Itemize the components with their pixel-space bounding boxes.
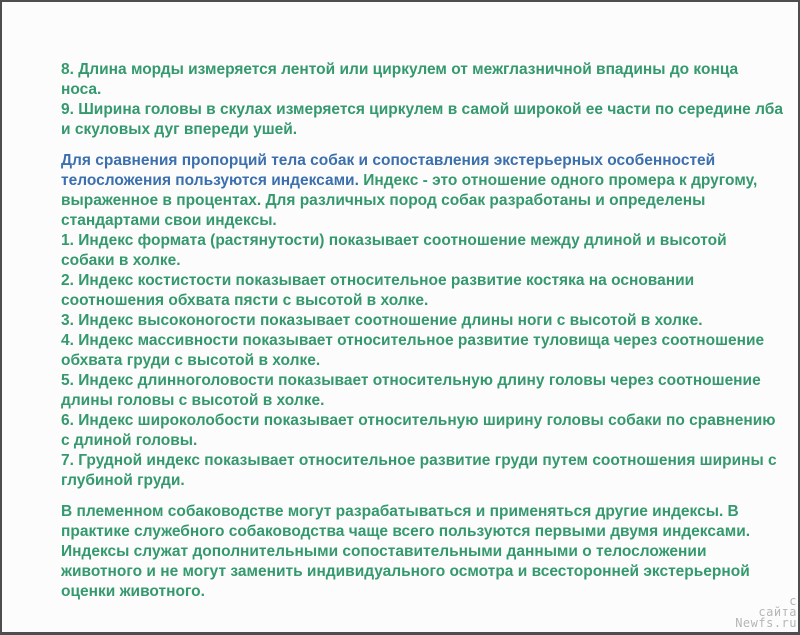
document-text [61, 60, 783, 602]
text-segment: 3. Индекс высоконогости показывает соотношение длины ноги с высотой в холке. [61, 312, 703, 329]
watermark-line: с [789, 594, 797, 608]
text-line [61, 251, 751, 271]
text-segment: длины головы с высотой в холке. [61, 392, 325, 409]
paragraph-index-1 [61, 231, 751, 271]
text-line [61, 451, 777, 471]
paragraph-index-3 [61, 311, 751, 331]
text-line [61, 542, 751, 562]
text-line [61, 522, 751, 542]
watermark-line: сайта [758, 605, 797, 619]
text-segment: оценки животного. [61, 583, 205, 600]
text-segment: 9. Ширина головы в скулах измеряется циркулем в самой широкой ее части по середине лба [61, 101, 783, 118]
text-segment: обхвата груди с высотой в холке. [61, 352, 321, 369]
text-segment: 5. Индекс длинноголовости показывает относительную длину головы через соотношение [61, 372, 761, 389]
text-line [61, 431, 751, 451]
paragraph-index-4 [61, 331, 765, 371]
text-line [61, 80, 751, 100]
text-segment: и скуловых дуг впереди ушей. [61, 121, 298, 138]
text-line [61, 411, 776, 431]
paragraph-index-intro [61, 151, 758, 231]
text-segment: соотношения обхвата пясти с высотой в холке. [61, 292, 429, 309]
text-line [61, 231, 751, 251]
text-line [61, 351, 751, 371]
text-segment: собаки в холке. [61, 252, 181, 269]
text-line [61, 562, 751, 582]
text-line [61, 391, 751, 411]
text-line [61, 120, 751, 140]
text-line [61, 582, 751, 602]
text-line [61, 100, 783, 120]
paragraph-index-6 [61, 411, 776, 451]
text-segment: 4. Индекс массивности показывает относительное развитие туловища через соотношение [61, 332, 765, 349]
text-segment: с длиной головы. [61, 432, 198, 449]
text-line [61, 271, 751, 291]
text-segment: 7. Грудной индекс показывает относительное развитие груди путем соотношения ширины с [61, 452, 777, 469]
text-segment: Индекс - это отношение одного промера к другому, [358, 172, 758, 189]
text-line [61, 211, 751, 231]
text-segment: выраженное в процентах. Для различных пород собак разработаны и определены [61, 192, 706, 209]
text-segment: 8. Длина морды измеряется лентой или циркулем от межглазничной впадины до конца [61, 61, 739, 78]
text-segment: глубиной груди. [61, 472, 185, 489]
text-segment: 1. Индекс формата (растянутости) показывает соотношение между длиной и высотой [61, 232, 727, 249]
text-line [61, 331, 765, 351]
paragraph-index-2 [61, 271, 751, 311]
text-segment: 2. Индекс костистости показывает относительное развитие костяка на основании [61, 272, 695, 289]
text-line [61, 60, 751, 80]
text-segment: практике служебного собаководства чаще всего пользуются первыми двумя индексами. [61, 523, 751, 540]
text-segment: В племенном собаководстве могут разрабатываться и применяться другие индексы. В [61, 503, 739, 520]
paragraph-index-7 [61, 451, 777, 491]
text-segment: телосложения пользуются индексами. [61, 172, 359, 189]
paragraph-measurement-9 [61, 100, 783, 140]
text-segment: Индексы служат дополнительными сопоставительными данными о телосложении [61, 543, 707, 560]
text-segment: носа. [61, 81, 102, 98]
paragraph-index-5 [61, 371, 761, 411]
text-line [61, 291, 751, 311]
text-line [61, 171, 758, 191]
text-line [61, 371, 761, 391]
watermark-line: Newfs.ru [735, 616, 797, 630]
paragraph-conclusion [61, 502, 751, 602]
text-segment: 6. Индекс широколобости показывает относительную ширину головы собаки по сравнению [61, 412, 776, 429]
text-line [61, 311, 751, 331]
watermark [735, 596, 797, 629]
text-line [61, 502, 751, 522]
text-segment: стандартами свои индексы. [61, 212, 277, 229]
text-segment: Для сравнения пропорций тела собак и сопоставления экстерьерных особенностей [61, 152, 716, 169]
paragraph-measurement-8 [61, 60, 751, 100]
text-line [61, 471, 751, 491]
text-line [61, 191, 751, 211]
text-line [61, 151, 751, 171]
text-segment: животного и не могут заменить индивидуального осмотра и всесторонней экстерьерной [61, 563, 750, 580]
